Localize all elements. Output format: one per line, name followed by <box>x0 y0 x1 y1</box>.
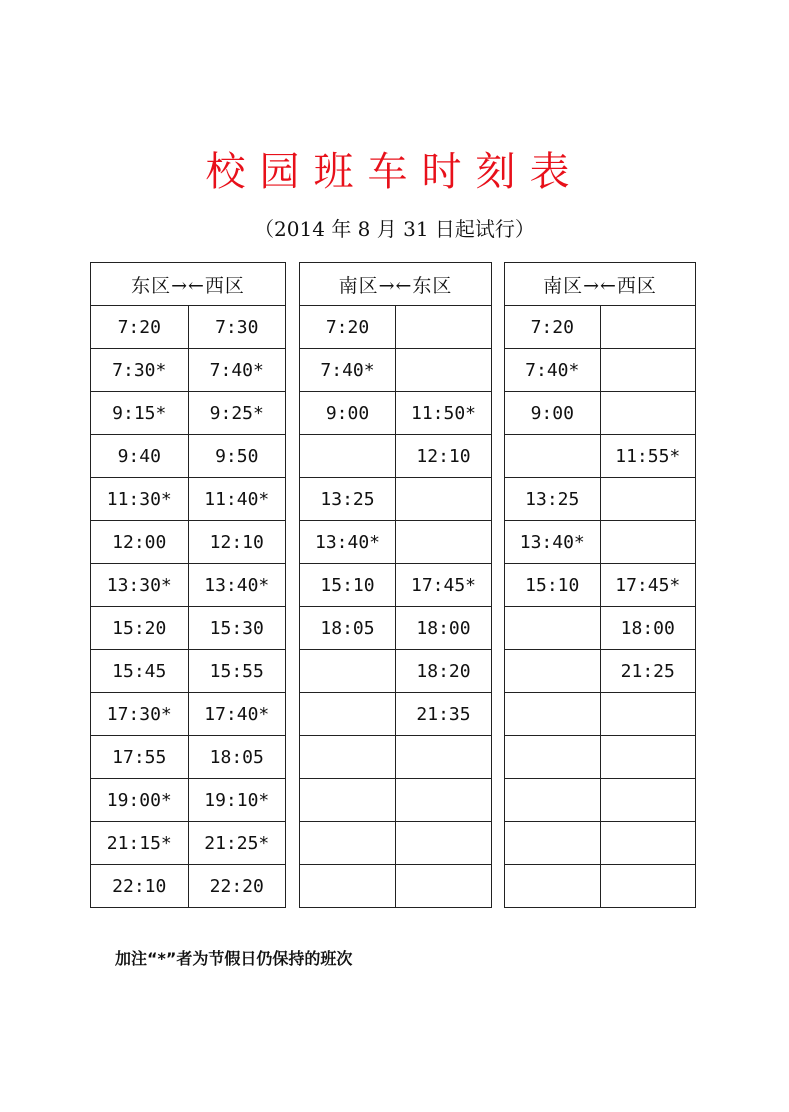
table-row <box>91 392 286 435</box>
return-time-cell: 21:35 <box>396 693 492 736</box>
departure-time-cell <box>505 779 601 822</box>
table-row <box>300 306 492 349</box>
departure-time-cell: 13:25 <box>300 478 396 521</box>
return-time-cell: 17:45* <box>396 564 492 607</box>
table-row <box>91 779 286 822</box>
return-time-cell <box>396 865 492 908</box>
departure-time-cell: 15:10 <box>300 564 396 607</box>
return-time-cell: 18:20 <box>396 650 492 693</box>
departure-time-cell: 7:40* <box>300 349 396 392</box>
departure-time-cell: 9:00 <box>505 392 601 435</box>
return-time-cell <box>396 349 492 392</box>
timetable-south-east <box>299 262 492 908</box>
return-time-cell: 17:45* <box>600 564 696 607</box>
table-row <box>91 349 286 392</box>
departure-time-cell: 11:30* <box>91 478 189 521</box>
return-time-cell: 15:55 <box>188 650 286 693</box>
table-row <box>300 779 492 822</box>
table-row <box>505 607 696 650</box>
table-row <box>300 521 492 564</box>
timetable-south-west <box>504 262 696 908</box>
departure-time-cell <box>300 779 396 822</box>
return-time-cell <box>600 306 696 349</box>
return-time-cell <box>396 779 492 822</box>
return-time-cell: 12:10 <box>396 435 492 478</box>
table-row <box>505 349 696 392</box>
return-time-cell: 18:05 <box>188 736 286 779</box>
departure-time-cell <box>300 650 396 693</box>
return-time-cell: 9:50 <box>188 435 286 478</box>
departure-time-cell: 15:45 <box>91 650 189 693</box>
departure-time-cell <box>300 435 396 478</box>
table-row <box>300 564 492 607</box>
table-row <box>505 478 696 521</box>
table-row <box>505 521 696 564</box>
return-time-cell: 11:40* <box>188 478 286 521</box>
departure-time-cell: 17:55 <box>91 736 189 779</box>
departure-time-cell <box>505 650 601 693</box>
return-time-cell: 22:20 <box>188 865 286 908</box>
return-time-cell <box>600 822 696 865</box>
table-row <box>300 650 492 693</box>
table-row <box>505 306 696 349</box>
return-time-cell: 11:50* <box>396 392 492 435</box>
departure-time-cell <box>300 865 396 908</box>
table-row <box>300 822 492 865</box>
departure-time-cell <box>300 693 396 736</box>
table-row <box>91 435 286 478</box>
departure-time-cell: 15:20 <box>91 607 189 650</box>
table-row <box>300 478 492 521</box>
route-header-south-west: 南区→←西区 <box>505 263 696 306</box>
return-time-cell: 7:40* <box>188 349 286 392</box>
departure-time-cell: 13:40* <box>300 521 396 564</box>
table-row <box>91 650 286 693</box>
table-row <box>91 736 286 779</box>
return-time-cell <box>396 306 492 349</box>
departure-time-cell: 19:00* <box>91 779 189 822</box>
table-row <box>300 736 492 779</box>
return-time-cell <box>600 521 696 564</box>
departure-time-cell <box>505 607 601 650</box>
departure-time-cell: 9:15* <box>91 392 189 435</box>
return-time-cell <box>396 736 492 779</box>
return-time-cell: 17:40* <box>188 693 286 736</box>
departure-time-cell: 7:20 <box>91 306 189 349</box>
departure-time-cell: 7:20 <box>505 306 601 349</box>
return-time-cell <box>600 736 696 779</box>
table-row <box>505 564 696 607</box>
return-time-cell <box>600 349 696 392</box>
table-row <box>91 693 286 736</box>
departure-time-cell: 21:15* <box>91 822 189 865</box>
departure-time-cell: 17:30* <box>91 693 189 736</box>
table-row <box>91 564 286 607</box>
departure-time-cell: 18:05 <box>300 607 396 650</box>
departure-time-cell <box>505 435 601 478</box>
table-row <box>505 779 696 822</box>
departure-time-cell: 9:40 <box>91 435 189 478</box>
table-row <box>300 349 492 392</box>
return-time-cell: 13:40* <box>188 564 286 607</box>
return-time-cell: 21:25 <box>600 650 696 693</box>
return-time-cell: 12:10 <box>188 521 286 564</box>
return-time-cell <box>396 521 492 564</box>
schedule-body <box>91 306 286 908</box>
departure-time-cell <box>300 736 396 779</box>
route-header-east-west: 东区→←西区 <box>91 263 286 306</box>
table-row <box>300 392 492 435</box>
return-time-cell <box>396 478 492 521</box>
table-row <box>505 822 696 865</box>
effective-date-subtitle: （2014 年 8 月 31 日起试行） <box>254 217 535 241</box>
return-time-cell <box>600 779 696 822</box>
return-time-cell <box>600 693 696 736</box>
return-time-cell: 11:55* <box>600 435 696 478</box>
return-time-cell: 19:10* <box>188 779 286 822</box>
departure-time-cell: 7:30* <box>91 349 189 392</box>
return-time-cell: 18:00 <box>396 607 492 650</box>
return-time-cell <box>600 478 696 521</box>
departure-time-cell <box>505 693 601 736</box>
departure-time-cell: 13:25 <box>505 478 601 521</box>
table-row <box>505 650 696 693</box>
return-time-cell: 7:30 <box>188 306 286 349</box>
table-row <box>505 392 696 435</box>
table-row <box>91 306 286 349</box>
return-time-cell: 18:00 <box>600 607 696 650</box>
departure-time-cell: 7:20 <box>300 306 396 349</box>
departure-time-cell <box>300 822 396 865</box>
return-time-cell <box>396 822 492 865</box>
timetable-east-west <box>90 262 286 908</box>
table-row <box>505 435 696 478</box>
departure-time-cell <box>505 822 601 865</box>
table-row <box>300 607 492 650</box>
table-row <box>91 478 286 521</box>
holiday-note: 加注“*”者为节假日仍保持的班次 <box>115 949 353 968</box>
return-time-cell: 9:25* <box>188 392 286 435</box>
table-row <box>91 865 286 908</box>
departure-time-cell <box>505 865 601 908</box>
departure-time-cell: 7:40* <box>505 349 601 392</box>
departure-time-cell: 13:30* <box>91 564 189 607</box>
return-time-cell: 21:25* <box>188 822 286 865</box>
schedule-body <box>300 306 492 908</box>
table-row <box>505 736 696 779</box>
route-header-south-east: 南区→←东区 <box>300 263 492 306</box>
table-row <box>91 607 286 650</box>
return-time-cell: 15:30 <box>188 607 286 650</box>
departure-time-cell: 15:10 <box>505 564 601 607</box>
table-row <box>91 521 286 564</box>
table-row <box>300 435 492 478</box>
page-title: 校园班车时刻表 <box>205 149 584 195</box>
departure-time-cell: 13:40* <box>505 521 601 564</box>
departure-time-cell: 9:00 <box>300 392 396 435</box>
table-row <box>505 693 696 736</box>
table-row <box>91 822 286 865</box>
departure-time-cell: 22:10 <box>91 865 189 908</box>
return-time-cell <box>600 392 696 435</box>
table-row <box>505 865 696 908</box>
table-row <box>300 693 492 736</box>
timetable-area <box>90 262 696 916</box>
departure-time-cell <box>505 736 601 779</box>
departure-time-cell: 12:00 <box>91 521 189 564</box>
schedule-body <box>505 306 696 908</box>
table-row <box>300 865 492 908</box>
return-time-cell <box>600 865 696 908</box>
